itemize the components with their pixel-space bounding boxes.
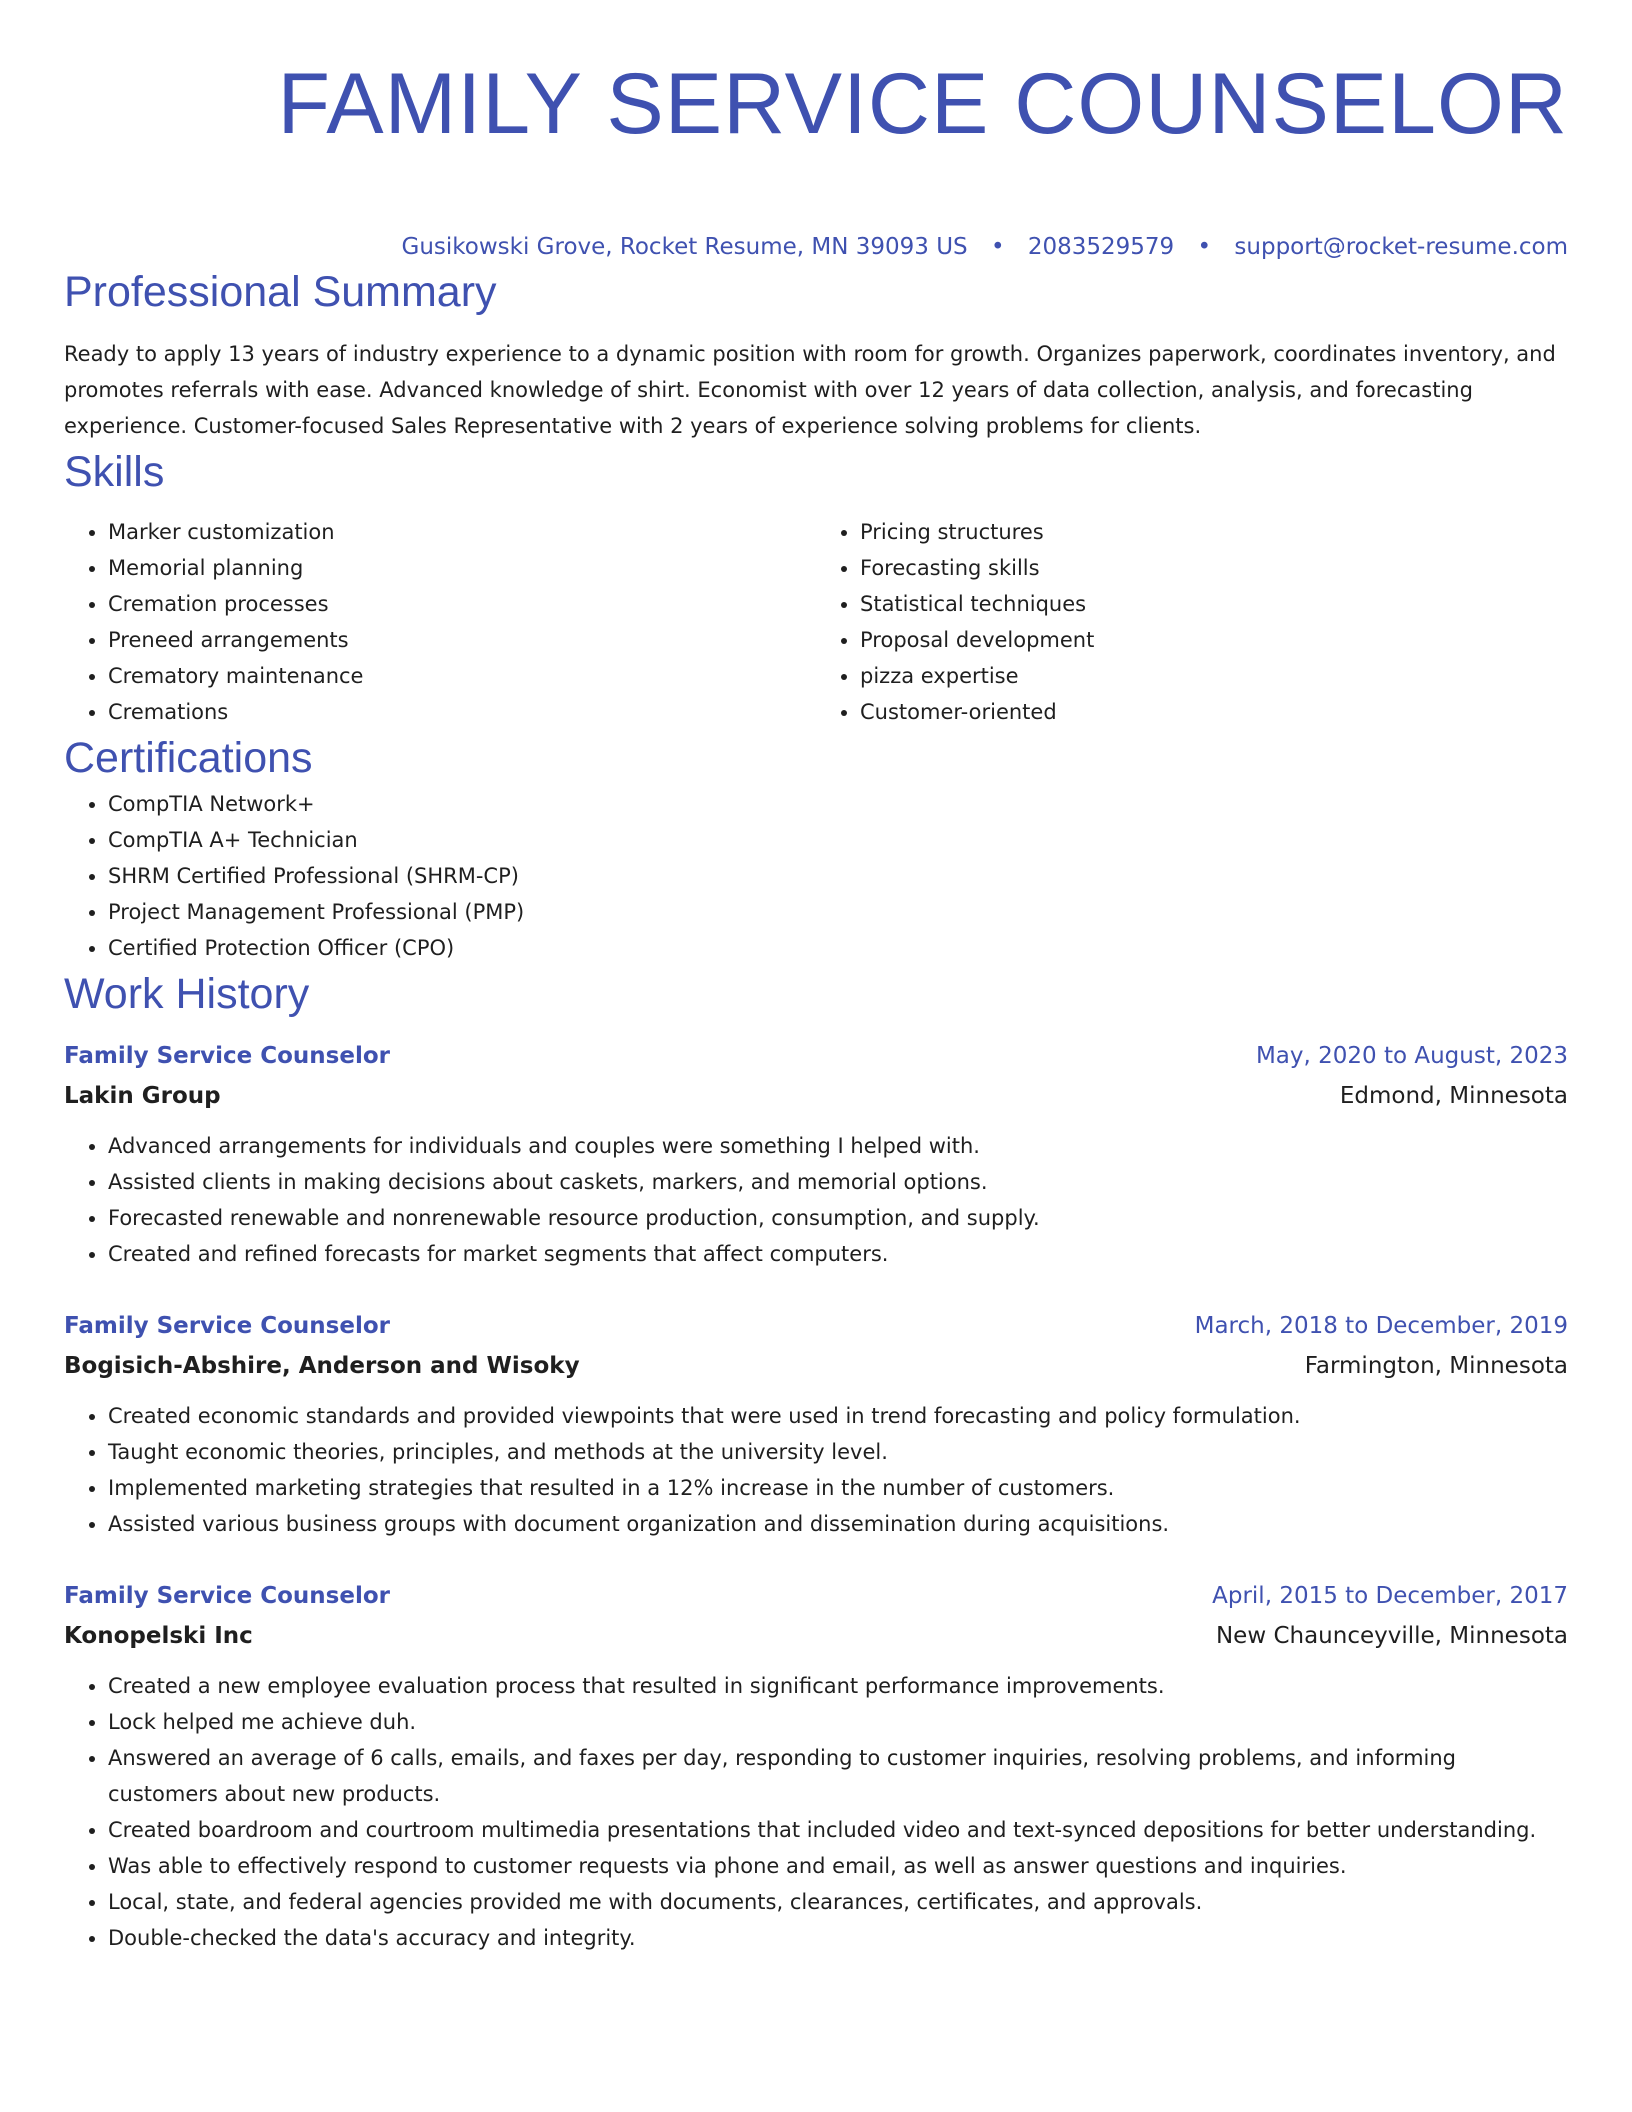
candidate-name: FAMILY SERVICE COUNSELOR	[277, 56, 1568, 152]
skill-item: • Cremations	[108, 694, 816, 730]
job-duty: • Implemented marketing strategies that resulted in a 12% increase in the number of customers.	[108, 1470, 1568, 1506]
job-duties-list	[64, 1668, 1568, 1956]
job-duty: • Assisted various business groups with document organization and dissemination during acquisitions.	[108, 1506, 1568, 1542]
skill-item: • Forecasting skills	[860, 550, 1568, 586]
job-location: Edmond, Minnesota	[1339, 1083, 1568, 1109]
skills-list-left	[64, 514, 816, 730]
skill-item: • Pricing structures	[860, 514, 1568, 550]
job-dates: March, 2018 to December, 2019	[1194, 1313, 1568, 1339]
job-title: Family Service Counselor	[64, 1043, 390, 1069]
job-header-row	[64, 1306, 1568, 1346]
contact-separator: •	[990, 234, 1005, 260]
job-duty: • Taught economic theories, principles, and methods at the university level.	[108, 1434, 1568, 1470]
skill-item: • Statistical techniques	[860, 586, 1568, 622]
work-history-section	[64, 966, 1568, 1956]
skill-item: • Crematory maintenance	[108, 658, 816, 694]
contact-separator: •	[1197, 234, 1212, 260]
skill-item: • Memorial planning	[108, 550, 816, 586]
job-entry	[64, 1576, 1568, 1956]
skill-item: • Preneed arrangements	[108, 622, 816, 658]
job-location: New Chaunceyville, Minnesota	[1215, 1623, 1568, 1649]
job-employer-row	[64, 1346, 1568, 1386]
certifications-list	[64, 786, 1568, 966]
job-title: Family Service Counselor	[64, 1583, 390, 1609]
job-duty: • Created boardroom and courtroom multimedia presentations that included video and text-synced depositions for better understanding.	[108, 1812, 1568, 1848]
job-company: Lakin Group	[64, 1083, 221, 1109]
summary-text: Ready to apply 13 years of industry experience to a dynamic position with room for growth. Organizes paperwork, coordinates inventory, and promotes referrals with ease. Advanced knowledge of shirt. Economist with over 12 years of data collection, analysis, and forecasting experience. Customer-focused Sales Representative with 2 years of experience solving problems for clients.	[64, 342, 1556, 438]
skill-item: • Customer-oriented	[860, 694, 1568, 730]
certifications-heading: Certifications	[64, 734, 313, 782]
job-company: Konopelski Inc	[64, 1623, 253, 1649]
job-duties-list	[64, 1398, 1568, 1542]
job-duty: • Created economic standards and provided viewpoints that were used in trend forecasting and policy formulation.	[108, 1398, 1568, 1434]
job-company: Bogisich-Abshire, Anderson and Wisoky	[64, 1353, 580, 1379]
job-duty: • Double-checked the data's accuracy and integrity.	[108, 1920, 1568, 1956]
job-duty: • Created a new employee evaluation process that resulted in significant performance improvements.	[108, 1668, 1568, 1704]
job-duty: • Lock helped me achieve duh.	[108, 1704, 1568, 1740]
job-dates: May, 2020 to August, 2023	[1255, 1043, 1568, 1069]
job-title: Family Service Counselor	[64, 1313, 390, 1339]
skills-grid	[64, 514, 1568, 730]
job-duty: • Was able to effectively respond to customer requests via phone and email, as well as answer questions and inquiries.	[108, 1848, 1568, 1884]
contact-line	[64, 230, 1568, 264]
certification-item: • SHRM Certified Professional (SHRM-CP)	[108, 858, 1568, 894]
job-location: Farmington, Minnesota	[1304, 1353, 1568, 1379]
job-duty: • Advanced arrangements for individuals and couples were something I helped with.	[108, 1128, 1568, 1164]
job-duty: • Forecasted renewable and nonrenewable resource production, consumption, and supply.	[108, 1200, 1568, 1236]
certification-item: • Project Management Professional (PMP)	[108, 894, 1568, 930]
certification-item: • CompTIA A+ Technician	[108, 822, 1568, 858]
skill-item: • Cremation processes	[108, 586, 816, 622]
job-entry	[64, 1036, 1568, 1272]
summary-section	[64, 264, 1568, 444]
summary-heading: Professional Summary	[64, 268, 497, 316]
work-history-heading: Work History	[64, 970, 310, 1018]
contact-phone: 2083529579	[1027, 234, 1175, 260]
certifications-section	[64, 730, 1568, 966]
job-employer-row	[64, 1616, 1568, 1656]
skill-item: • Proposal development	[860, 622, 1568, 658]
resume-header	[64, 0, 1568, 264]
skill-item: • Marker customization	[108, 514, 816, 550]
certification-item: • Certified Protection Officer (CPO)	[108, 930, 1568, 966]
job-duty: • Created and refined forecasts for market segments that affect computers.	[108, 1236, 1568, 1272]
skills-heading: Skills	[64, 448, 165, 496]
job-entry	[64, 1306, 1568, 1542]
job-duties-list	[64, 1128, 1568, 1272]
skill-item: • pizza expertise	[860, 658, 1568, 694]
job-header-row	[64, 1036, 1568, 1076]
contact-email: support@rocket-resume.com	[1234, 234, 1568, 260]
skills-section	[64, 444, 1568, 730]
job-header-row	[64, 1576, 1568, 1616]
job-dates: April, 2015 to December, 2017	[1212, 1583, 1568, 1609]
job-duty: • Assisted clients in making decisions about caskets, markers, and memorial options.	[108, 1164, 1568, 1200]
job-duty: • Local, state, and federal agencies provided me with documents, clearances, certificates, and approvals.	[108, 1884, 1568, 1920]
contact-address: Gusikowski Grove, Rocket Resume, MN 39093 US	[401, 234, 968, 260]
certification-item: • CompTIA Network+	[108, 786, 1568, 822]
job-duty: • Answered an average of 6 calls, emails, and faxes per day, responding to customer inquiries, resolving problems, and informing customers about new products.	[108, 1740, 1568, 1812]
job-employer-row	[64, 1076, 1568, 1116]
skills-list-right	[816, 514, 1568, 730]
